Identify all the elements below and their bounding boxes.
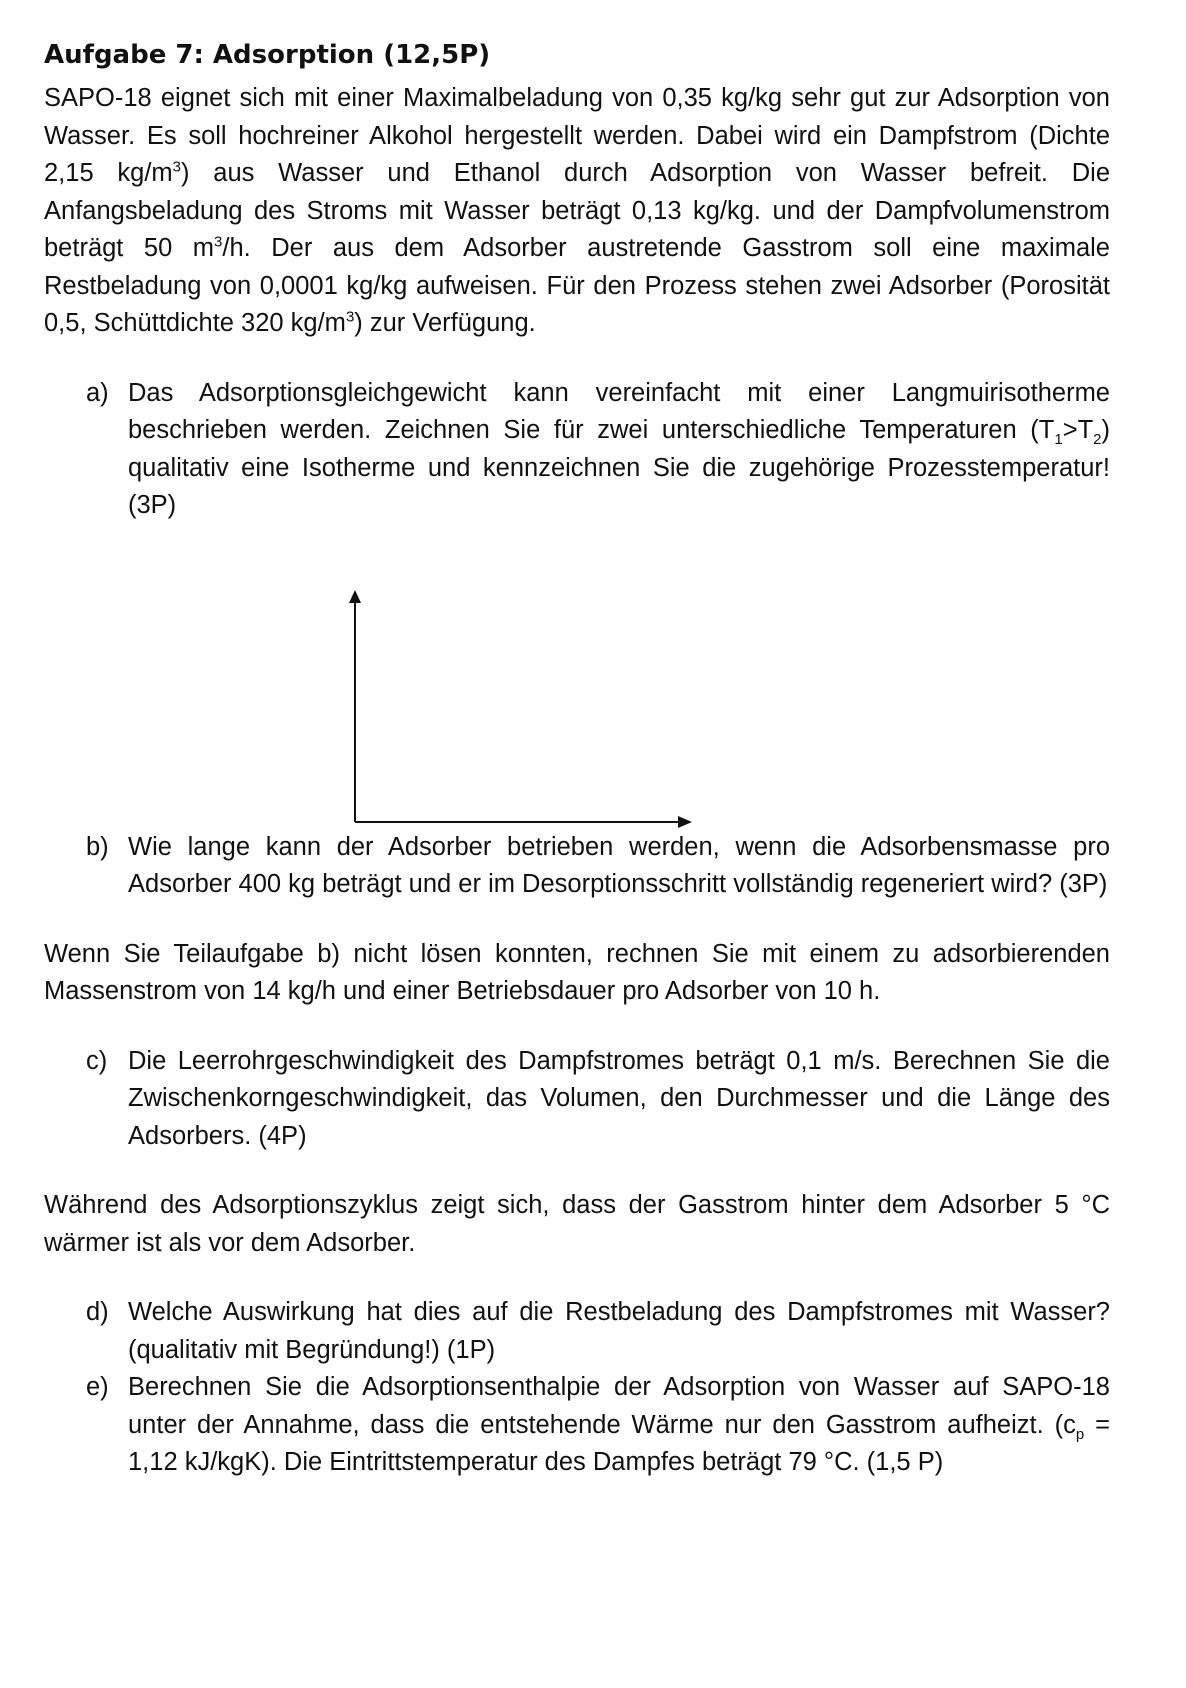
x-axis-arrowhead bbox=[678, 816, 692, 828]
task-e bbox=[44, 1369, 1110, 1482]
intro-text-1: SAPO-18 eignet sich mit einer Maximalbeladung von 0,35 kg/kg sehr gut zur Adsorption von Wasser. Es soll hochreiner Alkohol hergestellt werden. Dabei wird ein Dampfstrom (Dichte 2,15 kg/m bbox=[44, 84, 1110, 187]
exercise-title: Aufgabe 7: Adsorption (12,5P) bbox=[44, 40, 491, 70]
intro-text-2: ) aus Wasser und Ethanol durch Adsorption von Wasser befreit. Die Anfangsbeladung des Stroms mit Wasser beträgt 0,13 kg/kg. und der Dampfvolumenstrom beträgt 50 m bbox=[44, 159, 1110, 262]
intro-sup-3: 3 bbox=[345, 308, 355, 326]
t1-subscript: 1 bbox=[1054, 431, 1063, 449]
cp-subscript: p bbox=[1075, 1425, 1085, 1443]
task-c-label: c) bbox=[86, 1046, 108, 1075]
intro-text-3: /h. Der aus dem Adsorber austretende Gasstrom soll eine maximale Restbeladung von 0,0001 kg/kg aufweisen. Für den Prozess stehen zwei Adsorber (Porosität 0,5, Schüttdichte 320 kg/m bbox=[44, 234, 1110, 337]
task-b bbox=[44, 829, 1110, 904]
task-a-text: Das Adsorptionsgleichgewicht kann vereinfacht mit einer Langmuirisotherme beschrieben werden. Zeichnen Sie für zwei unterschiedliche Temperaturen $(T_1>T_2)$ qualitativ eine Isotherme und kennzeichnen Sie die zugehörige Prozesstemperatur! (3P) bbox=[128, 378, 1110, 519]
intro-sup-1: 3 bbox=[172, 158, 182, 176]
task-c-text: Die Leerrohrgeschwindigkeit des Dampfstromes beträgt 0,1 m/s. Berechnen Sie die Zwischenkorngeschwindigkeit, das Volumen, den Durchmesser und die Länge des Adsorbers. (4P) bbox=[128, 1046, 1110, 1150]
task-a bbox=[44, 375, 1110, 525]
task-d-label: d) bbox=[86, 1298, 109, 1326]
task-a-label: a) bbox=[86, 378, 109, 407]
intro-paragraph bbox=[44, 80, 1110, 343]
task-e-text: Berechnen Sie die Adsorptionsenthalpie der Adsorption von Wasser auf SAPO-18 unter der Annahme, dass die entstehende Wärme nur den Gasstrom aufheizt. ($c_p = 1,12$ kJ/kgK). Die Eintrittstemperatur des Dampfes beträgt 79 °C. (1,5 P) bbox=[128, 1373, 1110, 1476]
task-b-label: b) bbox=[86, 832, 109, 861]
note-b-paragraph: Wenn Sie Teilaufgabe b) nicht lösen konnten, rechnen Sie mit einem zu adsorbierenden Massenstrom von 14 kg/h und einer Betriebsdauer pro Adsorber von 10 h. bbox=[44, 939, 1110, 1005]
empty-isotherm-axes bbox=[340, 590, 700, 830]
task-d bbox=[44, 1294, 1110, 1369]
task-b-text: Wie lange kann der Adsorber betrieben werden, wenn die Adsorbensmasse pro Adsorber 400 kg beträgt und er im Desorptionsschritt vollständig regeneriert wird? (3P) bbox=[128, 832, 1110, 898]
t2-subscript: 2 bbox=[1093, 431, 1102, 449]
y-axis-arrowhead bbox=[349, 590, 361, 603]
note-cd-paragraph: Während des Adsorptionszyklus zeigt sich, dass der Gasstrom hinter dem Adsorber 5 °C wärmer ist als vor dem Adsorber. bbox=[44, 1191, 1110, 1257]
task-c bbox=[44, 1043, 1110, 1156]
intro-sup-2: 3 bbox=[214, 233, 223, 251]
task-d-text: Welche Auswirkung hat dies auf die Restbeladung des Dampfstromes mit Wasser? (qualitativ mit Begründung!) (1P) bbox=[128, 1298, 1110, 1364]
intro-text-4: ) zur Verfügung. bbox=[354, 309, 536, 337]
task-e-label: e) bbox=[86, 1373, 109, 1401]
